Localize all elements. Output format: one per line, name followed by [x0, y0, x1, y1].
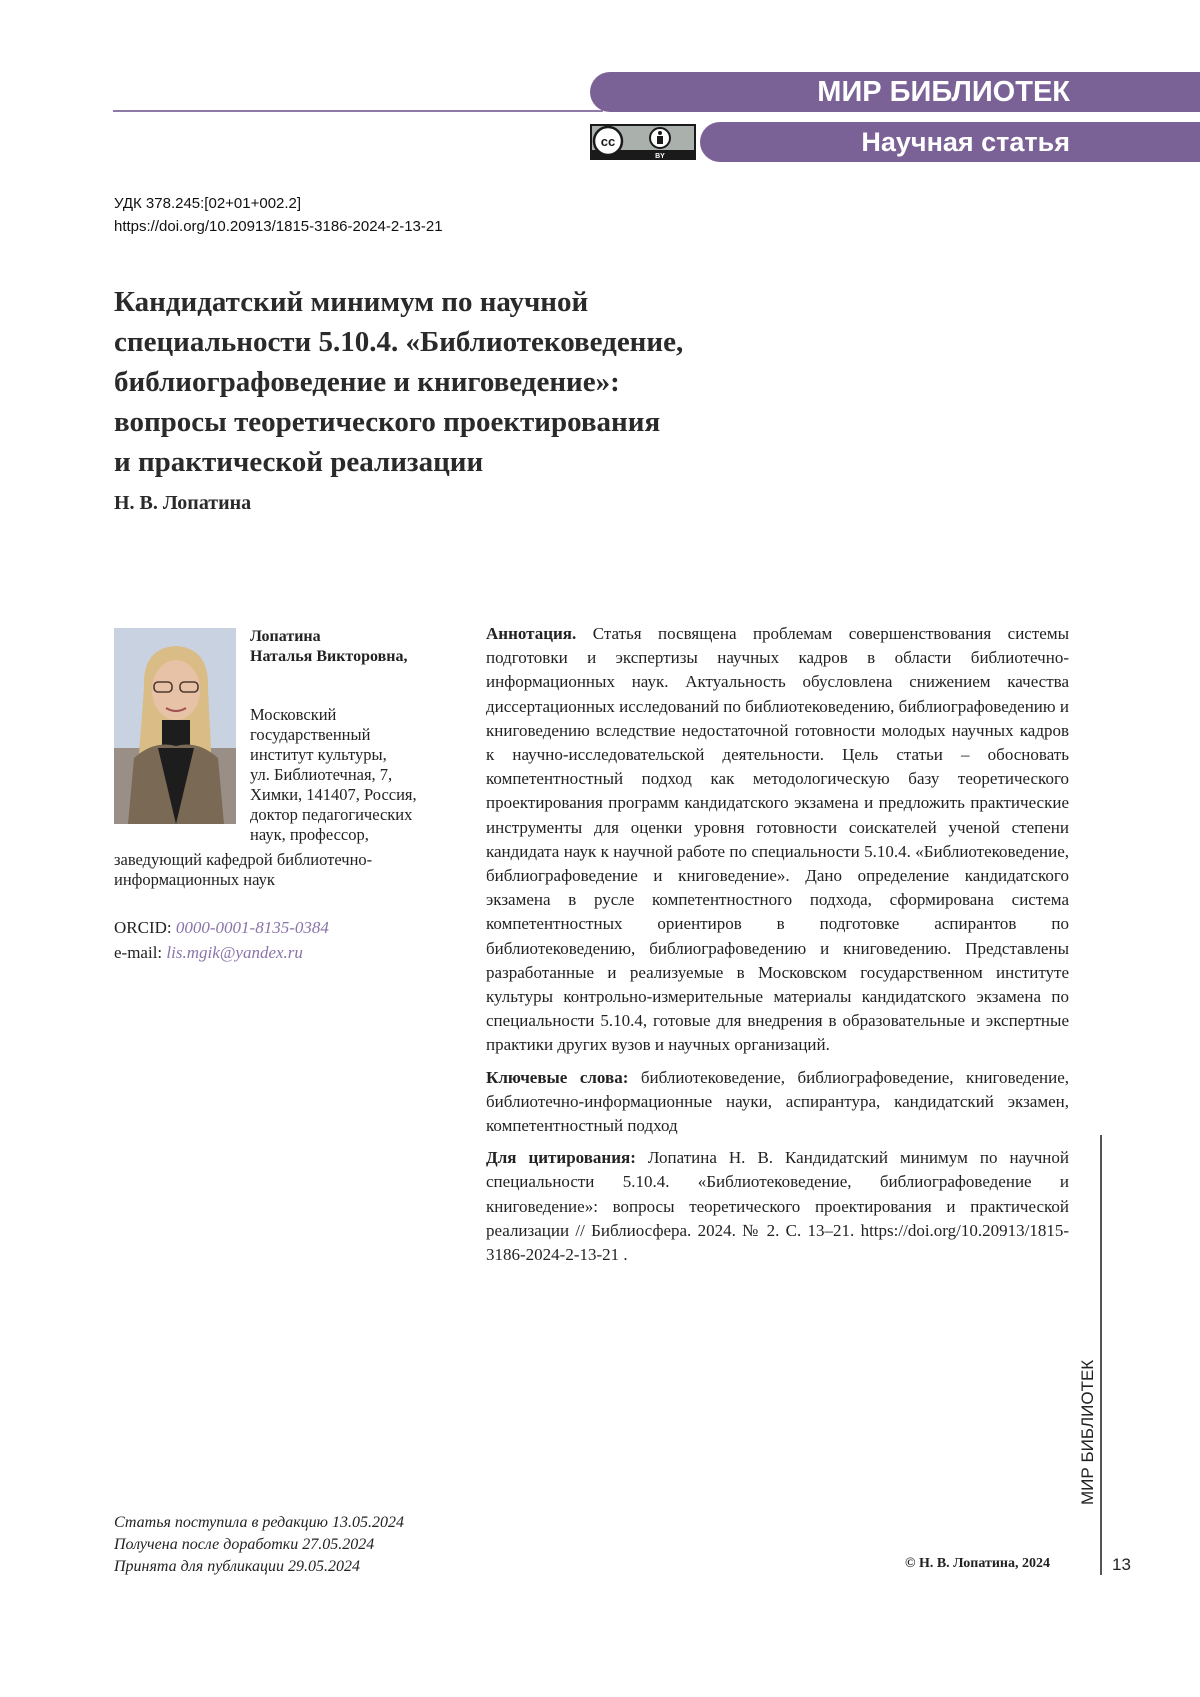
abstract-label: Аннотация. [486, 624, 577, 643]
affiliation-line: заведующий кафедрой библиотечно- [114, 850, 373, 869]
keywords-label: Ключевые слова: [486, 1067, 629, 1087]
copyright: © Н. В. Лопатина, 2024 [905, 1556, 1050, 1571]
author-affiliation [250, 705, 417, 845]
revised-date: Получена после доработки 27.05.2024 [114, 1536, 375, 1553]
orcid-link[interactable]: 0000-0001-8135-0384 [175, 918, 329, 937]
title-line: и практической реализации [114, 446, 484, 478]
citation-label: Для цитирования: [486, 1148, 636, 1168]
received-date: Статья поступила в редакцию 13.05.2024 [114, 1514, 404, 1531]
journal-section-banner: МИР БИБЛИОТЕК [590, 72, 1200, 112]
udk-code: УДК 378.245:[02+01+002.2] [114, 195, 302, 212]
author-photo [114, 628, 236, 824]
affiliation-line: государственный [250, 725, 371, 744]
article-title [114, 282, 814, 482]
abstract-column [486, 622, 1069, 1275]
svg-text:cc: cc [600, 134, 616, 149]
email-row [114, 940, 329, 965]
affiliation-line: Московский [250, 705, 337, 724]
author-name [250, 627, 407, 667]
page-number: 13 [1112, 1555, 1131, 1574]
citation-text: Лопатина Н. В. Кандидатский минимум по научной специальности 5.10.4. «Библиотековедение, библиографоведение и книговедение»: вопросы теоретического проектирования и практической реализации // Библиосфера. 2024. № 2. С. 13–21. https://doi.org/10.20913/1815-3186-2024-2-13-21 . [486, 1148, 1069, 1265]
svg-text:BY: BY [655, 153, 665, 160]
title-line: Кандидатский минимум по научной [114, 286, 589, 318]
author-position [114, 850, 372, 890]
author-given-names: Наталья Викторовна, [250, 648, 408, 665]
article-type-banner: Научная статья [700, 122, 1200, 162]
citation [486, 1146, 1069, 1267]
orcid-label: ORCID: [114, 918, 172, 937]
keywords [486, 1066, 1069, 1139]
identifiers [114, 192, 443, 238]
author-contacts [114, 915, 329, 965]
cc-by-icon [590, 124, 696, 160]
affiliation-line: информационных наук [114, 870, 275, 889]
side-divider [1100, 1135, 1102, 1575]
author-surname: Лопатина [250, 628, 321, 645]
affiliation-line: институт культуры, [250, 745, 387, 764]
title-line: вопросы теоретического проектирования [114, 406, 661, 438]
title-line: библиографоведение и книговедение»: [114, 366, 620, 398]
email-link[interactable]: lis.mgik@yandex.ru [166, 943, 303, 962]
affiliation-line: доктор педагогических [250, 805, 413, 824]
article-dates [114, 1512, 404, 1578]
orcid-row [114, 915, 329, 940]
accepted-date: Принята для публикации 29.05.2024 [114, 1558, 360, 1575]
doi-link[interactable]: https://doi.org/10.20913/1815-3186-2024-2-13-21 [114, 218, 443, 235]
abstract-text: Статья посвящена проблемам совершенствования системы подготовки и экспертизы научных кадров в области библиотечно-информационных наук. Актуальность обусловлена снижением качества диссертационных исследований по библиотековедению, библиографоведению и книговедению вследствие недостаточной готовности молодых научных кадров к научно-исследовательской деятельности. Цель статьи – обосновать компетентностный подход как методологическую базу теоретического проектирования программ кандидатского экзамена и предложить практические инструменты для оценки уровня готовности соискателей ученой степени кандидата наук к научной работе по специальности 5.10.4. «Библиотековедение, библиографоведение и книговедение». Дано определение кандидатского экзамена в русле компетентностного подхода, сформирована система компетентностных ориентиров в подготовке аспирантов по библиотековедению, библиографоведению и книговедению. Представлены разработанные и реализуемые в Московском государственном институте культуры контрольно-измерительные материалы кандидатского экзамена по специальности 5.10.4, готовые для внедрения в образовательные и экспертные практики других вузов и научных организаций. [486, 624, 1070, 1055]
side-section-label: МИР БИБЛИОТЕК [1078, 1359, 1097, 1505]
email-label: e-mail: [114, 943, 163, 962]
keywords-text: библиотековедение, библиографоведение, книговедение, библиотечно-информационные науки, аспирантура, кандидатский экзамен, компетентностный подход [486, 1067, 1069, 1136]
header-divider [113, 110, 603, 112]
title-line: специальности 5.10.4. «Библиотековедение, [114, 326, 684, 358]
affiliation-line: ул. Библиотечная, 7, [250, 765, 393, 784]
affiliation-line: Химки, 141407, Россия, [250, 785, 417, 804]
author-byline: Н. В. Лопатина [114, 492, 252, 514]
affiliation-line: наук, профессор, [250, 825, 369, 844]
abstract [486, 622, 1069, 1058]
